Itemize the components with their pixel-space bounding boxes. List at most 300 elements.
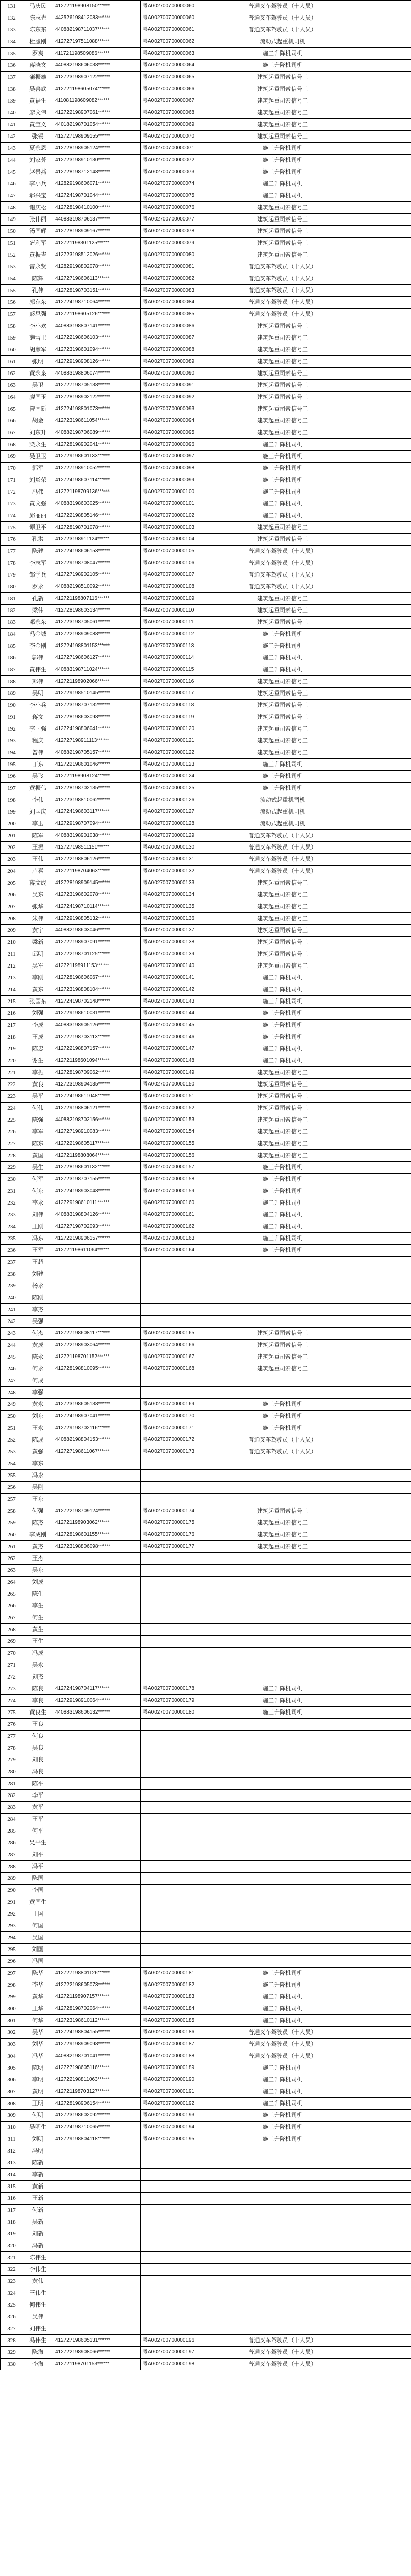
row-number: 200 bbox=[1, 818, 23, 830]
row-number: 139 bbox=[1, 95, 23, 107]
certificate-number: 粤A002700700000166 bbox=[141, 1340, 231, 1351]
table-row bbox=[1, 2098, 411, 2110]
row-number: 172 bbox=[1, 486, 23, 498]
id-number bbox=[53, 2252, 141, 2264]
row-number: 171 bbox=[1, 474, 23, 486]
table-row bbox=[1, 1043, 411, 1055]
certificate-number: 粤A002700700000096 bbox=[141, 439, 231, 451]
person-name: 何新 bbox=[23, 2205, 53, 2216]
job-category bbox=[231, 1837, 334, 1849]
job-category: 建筑起重司索信号工 bbox=[231, 320, 334, 332]
id-number: 412728198909145****** bbox=[53, 877, 141, 889]
blank-cell bbox=[334, 427, 411, 439]
blank-cell bbox=[334, 2359, 411, 2370]
blank-cell bbox=[334, 1707, 411, 1719]
id-number: 412728198702135****** bbox=[53, 783, 141, 794]
row-number: 229 bbox=[1, 1162, 23, 1174]
row-number: 304 bbox=[1, 2050, 23, 2062]
job-category: 施工升降机司机 bbox=[231, 2015, 334, 2027]
blank-cell bbox=[334, 1162, 411, 1174]
row-number: 158 bbox=[1, 320, 23, 332]
blank-cell bbox=[334, 2074, 411, 2086]
job-category: 施工升降机司机 bbox=[231, 463, 334, 474]
person-name: 王刚 bbox=[23, 1221, 53, 1233]
certificate-number: 粤A002700700000101 bbox=[141, 498, 231, 510]
blank-cell bbox=[334, 1446, 411, 1458]
table-row bbox=[1, 2145, 411, 2157]
person-name: 卢喜 bbox=[23, 866, 53, 877]
id-number bbox=[53, 1375, 141, 1387]
job-category: 普通叉车驾驶员（十人员） bbox=[231, 2027, 334, 2039]
id-number: 440883198901038****** bbox=[53, 830, 141, 842]
table-row bbox=[1, 1766, 411, 1778]
row-number: 209 bbox=[1, 925, 23, 937]
table-row bbox=[1, 676, 411, 688]
table-row bbox=[1, 451, 411, 463]
table-row bbox=[1, 700, 411, 711]
row-number: 149 bbox=[1, 214, 23, 226]
row-number: 296 bbox=[1, 1956, 23, 1968]
certificate-number: 粤A002700700000081 bbox=[141, 261, 231, 273]
row-number: 228 bbox=[1, 1150, 23, 1162]
person-name: 李杰 bbox=[23, 1304, 53, 1316]
job-category bbox=[231, 2205, 334, 2216]
job-category: 施工升降机司机 bbox=[231, 60, 334, 72]
row-number: 160 bbox=[1, 344, 23, 356]
certificate-number: 粤A002700700000121 bbox=[141, 735, 231, 747]
table-row bbox=[1, 320, 411, 332]
table-row bbox=[1, 332, 411, 344]
id-number bbox=[53, 1885, 141, 1896]
job-category bbox=[231, 1671, 334, 1683]
person-name: 孔洪 bbox=[23, 534, 53, 546]
table-row bbox=[1, 925, 411, 937]
job-category: 普通叉车驾驶员（十人员） bbox=[231, 546, 334, 557]
job-category: 建筑起重司索信号工 bbox=[231, 877, 334, 889]
certificate-number bbox=[141, 1837, 231, 1849]
table-row bbox=[1, 842, 411, 854]
blank-cell bbox=[334, 190, 411, 202]
blank-cell bbox=[334, 344, 411, 356]
job-category: 施工升降机司机 bbox=[231, 1185, 334, 1197]
person-name: 陈东东 bbox=[23, 24, 53, 36]
certificate-number: 粤A002700700000073 bbox=[141, 166, 231, 178]
row-number: 156 bbox=[1, 297, 23, 309]
person-name: 黄国生 bbox=[23, 1896, 53, 1908]
certificate-number: 粤A002700700000179 bbox=[141, 1695, 231, 1707]
job-category: 施工升降机司机 bbox=[231, 1162, 334, 1174]
person-name: 李永 bbox=[23, 1197, 53, 1209]
person-name: 李平 bbox=[23, 1790, 53, 1802]
table-row bbox=[1, 1162, 411, 1174]
row-number: 298 bbox=[1, 1979, 23, 1991]
id-number bbox=[53, 1754, 141, 1766]
table-row bbox=[1, 1434, 411, 1446]
row-number: 284 bbox=[1, 1814, 23, 1825]
table-row bbox=[1, 1695, 411, 1707]
table-row bbox=[1, 1316, 411, 1328]
id-number bbox=[53, 1470, 141, 1482]
id-number: 411081198609082****** bbox=[53, 95, 141, 107]
row-number: 226 bbox=[1, 1126, 23, 1138]
blank-cell bbox=[334, 640, 411, 652]
person-name: 黄福生 bbox=[23, 95, 53, 107]
person-name: 吴平生 bbox=[23, 1837, 53, 1849]
row-number: 225 bbox=[1, 1114, 23, 1126]
row-number: 199 bbox=[1, 806, 23, 818]
blank-cell bbox=[334, 415, 411, 427]
row-number: 315 bbox=[1, 2181, 23, 2193]
id-number bbox=[53, 1778, 141, 1790]
person-name: 汤国辉 bbox=[23, 226, 53, 238]
person-name: 刘伟生 bbox=[23, 2323, 53, 2335]
person-name: 吴永 bbox=[23, 1659, 53, 1671]
row-number: 277 bbox=[1, 1731, 23, 1742]
blank-cell bbox=[334, 557, 411, 569]
table-row bbox=[1, 1031, 411, 1043]
id-number: 412722198709124****** bbox=[53, 1505, 141, 1517]
certificate-number: 粤A002700700000085 bbox=[141, 309, 231, 320]
job-category: 施工升降机司机 bbox=[231, 1411, 334, 1422]
row-number: 322 bbox=[1, 2264, 23, 2276]
row-number: 319 bbox=[1, 2228, 23, 2240]
table-row bbox=[1, 937, 411, 948]
blank-cell bbox=[334, 131, 411, 143]
table-row bbox=[1, 1861, 411, 1873]
job-category bbox=[231, 1896, 334, 1908]
person-name: 谢生 bbox=[23, 1055, 53, 1067]
job-category: 普通叉车驾驶员（十人员） bbox=[231, 261, 334, 273]
person-name: 冯成 bbox=[23, 1648, 53, 1659]
table-row bbox=[1, 1517, 411, 1529]
id-number: 412722198903064****** bbox=[53, 1340, 141, 1351]
job-category: 普通叉车驾驶员（十人员） bbox=[231, 2039, 334, 2050]
table-row bbox=[1, 2240, 411, 2252]
blank-cell bbox=[334, 996, 411, 1008]
id-number: 412723198907122****** bbox=[53, 72, 141, 83]
id-number: 412727198909155****** bbox=[53, 131, 141, 143]
table-row bbox=[1, 427, 411, 439]
job-category bbox=[231, 1600, 334, 1612]
person-name: 薛利军 bbox=[23, 238, 53, 249]
job-category bbox=[231, 2228, 334, 2240]
id-number: 412728198410100****** bbox=[53, 202, 141, 214]
table-row bbox=[1, 1683, 411, 1695]
row-number: 175 bbox=[1, 522, 23, 534]
job-category: 施工升降机司机 bbox=[231, 1055, 334, 1067]
table-row bbox=[1, 1588, 411, 1600]
job-category: 普通叉车驾驶员（十人员） bbox=[231, 1, 334, 12]
person-name: 黄国 bbox=[23, 1150, 53, 1162]
job-category: 普通叉车驾驶员（十人员） bbox=[231, 581, 334, 593]
job-category: 建筑起重司索信号工 bbox=[231, 1340, 334, 1351]
person-name: 黄东 bbox=[23, 984, 53, 996]
blank-cell bbox=[334, 866, 411, 877]
table-row bbox=[1, 1612, 411, 1624]
id-number: 412721198902066****** bbox=[53, 676, 141, 688]
row-number: 164 bbox=[1, 392, 23, 403]
row-number: 147 bbox=[1, 190, 23, 202]
person-name: 刘华 bbox=[23, 2039, 53, 2050]
blank-cell bbox=[334, 1174, 411, 1185]
table-row bbox=[1, 1304, 411, 1316]
blank-cell bbox=[334, 1766, 411, 1778]
blank-cell bbox=[334, 1233, 411, 1245]
table-row bbox=[1, 972, 411, 984]
job-category: 普通叉车驾驶员（十人员） bbox=[231, 285, 334, 297]
id-number: 412724198903048****** bbox=[53, 1185, 141, 1197]
certificate-number: 粤A002700700000115 bbox=[141, 664, 231, 676]
id-number: 412727198911113****** bbox=[53, 735, 141, 747]
id-number: 412721198903062****** bbox=[53, 1517, 141, 1529]
table-row bbox=[1, 1482, 411, 1494]
certificate-number bbox=[141, 1375, 231, 1387]
job-category bbox=[231, 2181, 334, 2193]
id-number: 412727198910083****** bbox=[53, 1126, 141, 1138]
certificate-number: 粤A002700700000074 bbox=[141, 178, 231, 190]
table-row bbox=[1, 617, 411, 629]
job-category: 施工升降机司机 bbox=[231, 2098, 334, 2110]
person-name: 刘伟 bbox=[23, 1209, 53, 1221]
person-name: 郭伟 bbox=[23, 652, 53, 664]
person-name: 刘东 bbox=[23, 1411, 53, 1422]
person-name: 邱明 bbox=[23, 948, 53, 960]
row-number: 241 bbox=[1, 1304, 23, 1316]
row-number: 166 bbox=[1, 415, 23, 427]
certificate-number: 粤A002700700000175 bbox=[141, 1517, 231, 1529]
person-name: 何明 bbox=[23, 2110, 53, 2122]
id-number bbox=[53, 2323, 141, 2335]
row-number: 278 bbox=[1, 1742, 23, 1754]
row-number: 267 bbox=[1, 1612, 23, 1624]
row-number: 167 bbox=[1, 427, 23, 439]
job-category: 建筑起重司索信号工 bbox=[231, 534, 334, 546]
table-row bbox=[1, 557, 411, 569]
person-name: 孔新 bbox=[23, 593, 53, 605]
table-row bbox=[1, 95, 411, 107]
id-number bbox=[53, 1482, 141, 1494]
person-name: 刘杰 bbox=[23, 1671, 53, 1683]
certificate-number: 粤A002700700000194 bbox=[141, 2122, 231, 2133]
job-category: 建筑起重司索信号工 bbox=[231, 392, 334, 403]
blank-cell bbox=[334, 723, 411, 735]
id-number: 412722198606103****** bbox=[53, 332, 141, 344]
table-row bbox=[1, 1802, 411, 1814]
id-number bbox=[53, 1577, 141, 1588]
job-category: 建筑起重司索信号工 bbox=[231, 368, 334, 380]
job-category: 建筑起重司索信号工 bbox=[231, 913, 334, 925]
person-name: 刘平 bbox=[23, 1849, 53, 1861]
table-row bbox=[1, 1446, 411, 1458]
job-category: 普通叉车驾驶员（十人员） bbox=[231, 557, 334, 569]
certificate-number: 粤A002700700000198 bbox=[141, 2359, 231, 2370]
table-row bbox=[1, 723, 411, 735]
job-category bbox=[231, 1624, 334, 1636]
blank-cell bbox=[334, 155, 411, 166]
blank-cell bbox=[334, 2276, 411, 2287]
table-row bbox=[1, 960, 411, 972]
row-number: 239 bbox=[1, 1280, 23, 1292]
table-row bbox=[1, 569, 411, 581]
row-number: 201 bbox=[1, 830, 23, 842]
blank-cell bbox=[334, 143, 411, 155]
blank-cell bbox=[334, 178, 411, 190]
job-category bbox=[231, 1908, 334, 1920]
blank-cell bbox=[334, 1553, 411, 1565]
blank-cell bbox=[334, 249, 411, 261]
certificate-number: 粤A002700700000139 bbox=[141, 948, 231, 960]
certificate-number: 粤A002700700000172 bbox=[141, 1434, 231, 1446]
blank-cell bbox=[334, 2098, 411, 2110]
row-number: 161 bbox=[1, 356, 23, 368]
certificate-number: 粤A002700700000103 bbox=[141, 522, 231, 534]
person-name: 马庆民 bbox=[23, 1, 53, 12]
row-number: 222 bbox=[1, 1079, 23, 1091]
person-name: 刘建 bbox=[23, 1268, 53, 1280]
table-row bbox=[1, 1624, 411, 1636]
job-category: 施工升降机司机 bbox=[231, 2110, 334, 2122]
certificate-number bbox=[141, 1268, 231, 1280]
id-number: 412724198702148****** bbox=[53, 996, 141, 1008]
job-category: 普通叉车驾驶员（十人员） bbox=[231, 2335, 334, 2347]
row-number: 146 bbox=[1, 178, 23, 190]
person-name: 杨永 bbox=[23, 1280, 53, 1292]
certificate-number: 粤A002700700000163 bbox=[141, 1233, 231, 1245]
id-number: 412723198512026****** bbox=[53, 249, 141, 261]
row-number: 132 bbox=[1, 12, 23, 24]
blank-cell bbox=[334, 1849, 411, 1861]
blank-cell bbox=[334, 1956, 411, 1968]
blank-cell bbox=[334, 1079, 411, 1091]
certificate-number bbox=[141, 1778, 231, 1790]
id-number bbox=[53, 1896, 141, 1908]
blank-cell bbox=[334, 2264, 411, 2276]
job-category bbox=[231, 1458, 334, 1470]
blank-cell bbox=[334, 1126, 411, 1138]
person-name: 冯东 bbox=[23, 1233, 53, 1245]
certificate-number: 粤A002700700000114 bbox=[141, 652, 231, 664]
job-category bbox=[231, 1802, 334, 1814]
certificate-number: 粤A002700700000184 bbox=[141, 2003, 231, 2015]
table-row bbox=[1, 1138, 411, 1150]
id-number: 411721198509086****** bbox=[53, 48, 141, 60]
row-number: 235 bbox=[1, 1233, 23, 1245]
job-category: 普通叉车驾驶员（十人员） bbox=[231, 2347, 334, 2359]
row-number: 215 bbox=[1, 996, 23, 1008]
row-number: 182 bbox=[1, 605, 23, 617]
person-name: 夏永恩 bbox=[23, 143, 53, 155]
person-name: 王国 bbox=[23, 1908, 53, 1920]
certificate-number: 粤A002700700000148 bbox=[141, 1055, 231, 1067]
person-name: 李伟 bbox=[23, 794, 53, 806]
row-number: 308 bbox=[1, 2098, 23, 2110]
id-number: 412723198602092****** bbox=[53, 2110, 141, 2122]
job-category: 建筑起重司索信号工 bbox=[231, 1517, 334, 1529]
row-number: 176 bbox=[1, 534, 23, 546]
certificate-number: 粤A002700700000180 bbox=[141, 1707, 231, 1719]
job-category: 建筑起重司索信号工 bbox=[231, 1067, 334, 1079]
person-name: 郭东东 bbox=[23, 297, 53, 309]
row-number: 293 bbox=[1, 1920, 23, 1932]
id-number: 440882198701041****** bbox=[53, 2050, 141, 2062]
certificate-number: 粤A002700700000147 bbox=[141, 1043, 231, 1055]
table-row bbox=[1, 2359, 411, 2370]
id-number: 440883198711024****** bbox=[53, 664, 141, 676]
job-category: 流动式起重机司机 bbox=[231, 794, 334, 806]
id-number bbox=[53, 1268, 141, 1280]
blank-cell bbox=[334, 1150, 411, 1162]
job-category: 施工升降机司机 bbox=[231, 1221, 334, 1233]
certificate-number: 粤A002700700000128 bbox=[141, 818, 231, 830]
job-category: 施工升降机司机 bbox=[231, 474, 334, 486]
row-number: 317 bbox=[1, 2205, 23, 2216]
row-number: 138 bbox=[1, 83, 23, 95]
person-name: 陈强 bbox=[23, 1114, 53, 1126]
blank-cell bbox=[334, 1138, 411, 1150]
blank-cell bbox=[334, 48, 411, 60]
certificate-number: 粤A002700700000110 bbox=[141, 605, 231, 617]
certificate-number: 粤A002700700000173 bbox=[141, 1446, 231, 1458]
blank-cell bbox=[334, 1411, 411, 1422]
person-name: 刘良 bbox=[23, 1754, 53, 1766]
certificate-number: 粤A002700700000159 bbox=[141, 1185, 231, 1197]
id-number bbox=[53, 1932, 141, 1944]
certificate-number: 粤A002700700000126 bbox=[141, 794, 231, 806]
certificate-number: 粤A002700700000162 bbox=[141, 1221, 231, 1233]
job-category bbox=[231, 1849, 334, 1861]
job-category: 施工升降机司机 bbox=[231, 166, 334, 178]
job-category: 施工升降机司机 bbox=[231, 1209, 334, 1221]
id-number bbox=[53, 1920, 141, 1932]
blank-cell bbox=[334, 818, 411, 830]
id-number: 412729198804118****** bbox=[53, 2133, 141, 2145]
certificate-number: 粤A002700700000089 bbox=[141, 356, 231, 368]
id-number bbox=[53, 1565, 141, 1577]
table-row bbox=[1, 605, 411, 617]
person-name: 罗爽 bbox=[23, 48, 53, 60]
row-number: 202 bbox=[1, 842, 23, 854]
table-row bbox=[1, 996, 411, 1008]
row-number: 144 bbox=[1, 155, 23, 166]
row-number: 264 bbox=[1, 1577, 23, 1588]
blank-cell bbox=[334, 1505, 411, 1517]
id-number bbox=[53, 1814, 141, 1825]
person-name: 彭思强 bbox=[23, 309, 53, 320]
row-number: 254 bbox=[1, 1458, 23, 1470]
job-category: 施工升降机司机 bbox=[231, 1422, 334, 1434]
person-name: 刘炎荣 bbox=[23, 474, 53, 486]
certificate-number: 粤A002700700000189 bbox=[141, 2062, 231, 2074]
job-category bbox=[231, 1944, 334, 1956]
certificate-number: 粤A002700700000093 bbox=[141, 403, 231, 415]
id-number: 412729198610031****** bbox=[53, 1008, 141, 1020]
certificate-number: 粤A002700700000120 bbox=[141, 723, 231, 735]
certificate-number: 粤A002700700000177 bbox=[141, 1541, 231, 1553]
certificate-number: 粤A002700700000153 bbox=[141, 1114, 231, 1126]
blank-cell bbox=[334, 1683, 411, 1695]
job-category bbox=[231, 1825, 334, 1837]
person-name: 张华 bbox=[23, 901, 53, 913]
row-number: 220 bbox=[1, 1055, 23, 1067]
row-number: 159 bbox=[1, 332, 23, 344]
blank-cell bbox=[334, 830, 411, 842]
person-name: 李华 bbox=[23, 1979, 53, 1991]
table-row bbox=[1, 1600, 411, 1612]
person-name: 陈生 bbox=[23, 1588, 53, 1600]
row-number: 133 bbox=[1, 24, 23, 36]
certificate-number bbox=[141, 1731, 231, 1742]
person-name: 陈新 bbox=[23, 2157, 53, 2169]
